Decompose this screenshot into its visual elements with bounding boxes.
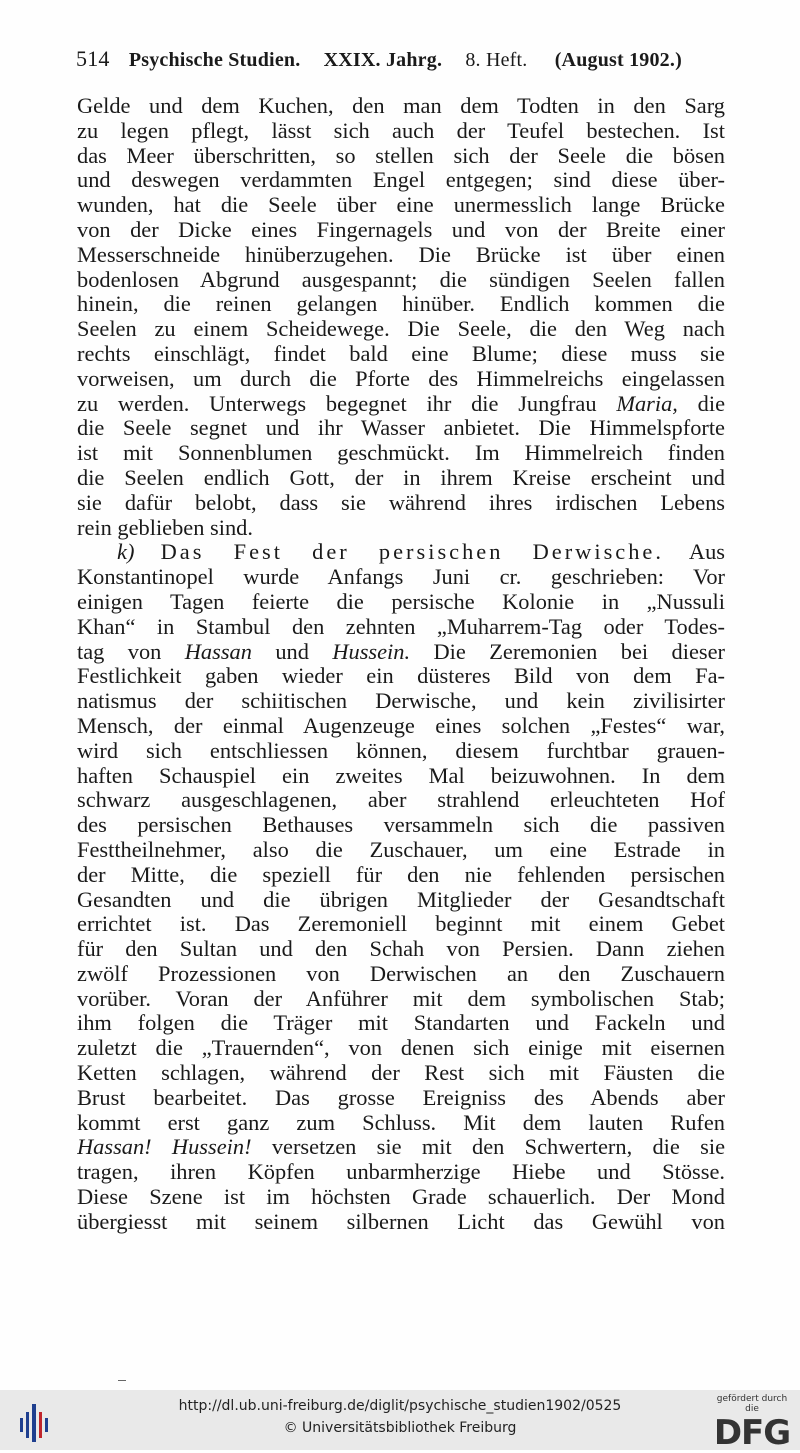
italic-name-hassan: Hassan [184,639,252,664]
text-fragment: zu werden. Unterwegs begegnet ihr die Jungfrau [77,391,617,416]
text-fragment: und [251,639,333,664]
section-label: k) [117,540,135,565]
text-fragment: tag von [77,639,185,664]
page-mark [118,1380,126,1381]
text-line: zuletzt die „Trauernden“, von denen sich einige mit eisernen [77,1036,725,1061]
text-line: der Mitte, die speziell für den nie fehlenden persischen [77,862,725,887]
text-line: Diese Szene ist im höchsten Grade schauerlich. Der Mond [77,1185,725,1210]
text-line: Festtheilnehmer, also die Zuschauer, um eine Estrade in [77,837,725,862]
italic-name-maria: Maria, [616,391,678,416]
text-line: tragen, ihren Köpfen unbarmherzige Hiebe und Stösse. [77,1160,725,1185]
text-line-hassan [77,640,725,665]
text-line: Gesandten und die übrigen Mitglieder der Gesandtschaft [77,887,725,912]
italic-exclamation: Hassan! Hussein! [77,1135,252,1160]
body-text [77,94,725,1235]
text-fragment: Die Zeremonien bei dieser [410,639,725,664]
text-line: sie dafür belobt, dass sie während ihres irdischen Lebens [77,490,725,515]
text-line: zwölf Prozessionen von Derwischen an den Zuschauern [77,961,725,986]
text-line: übergiesst mit seinem silbernen Licht das Gewühl von [77,1209,725,1234]
text-line: einigen Tagen feierte die persische Kolonie in „Nussuli [77,589,725,614]
text-fragment: versetzen sie mit den Schwertern, die sie [251,1135,725,1160]
section-heading-k [77,540,725,565]
text-line: und deswegen verdammten Engel entgegen; sind diese über- [77,168,725,193]
text-fragment: die [677,391,725,416]
issue-date: (August 1902.) [554,49,682,71]
text-line: des persischen Bethauses versammeln sich die passiven [77,813,725,838]
text-line: das Meer überschritten, so stellen sich der Seele die bösen [77,143,725,168]
text-line: Festlichkeit gaben wieder ein düsteres Bild von dem Fa- [77,664,725,689]
text-line: rechts einschlägt, findet bald eine Blume; diese muss sie [77,341,725,366]
journal-title: Psychische Studien. [128,49,301,71]
section-title: Das Fest der persischen Derwische. [160,540,664,565]
text-line: haften Schauspiel ein zweites Mal beizuwohnen. In dem [77,763,725,788]
text-line: rein geblieben sind. [77,515,253,540]
page-number: 514 [76,46,110,71]
text-fragment: Aus [663,540,725,565]
copyright-notice: © Universitätsbibliothek Freiburg [283,1420,517,1436]
text-line: ihm folgen die Träger mit Standarten und Fackeln und [77,1011,725,1036]
text-line: die Seele segnet und ihr Wasser anbietet. Die Himmelspforte [77,416,725,441]
text-line: kommt erst ganz zum Schluss. Mit dem lauten Rufen [77,1110,725,1135]
text-line: Mensch, der einmal Augenzeuge eines solchen „Festes“ war, [77,713,725,738]
text-line: wunden, hat die Seele über eine unermesslich lange Brücke [77,193,725,218]
text-line: errichtet ist. Das Zeremoniell beginnt mit einem Gebet [77,912,725,937]
dfg-logo-text: DFG [713,1413,791,1453]
text-line: Ketten schlagen, während der Rest sich mit Fäusten die [77,1061,725,1086]
text-line-maria [77,392,725,417]
text-line: hinein, die reinen gelangen hinüber. Endlich kommen die [77,292,725,317]
text-line: Messerschneide hinüberzugehen. Die Brücke ist über einen [77,242,725,267]
italic-name-hussein: Hussein. [332,639,411,664]
issue-label: 8. Heft. [465,49,528,71]
text-line: für den Sultan und den Schah von Persien. Dann ziehen [77,937,725,962]
text-line: bodenlosen Abgrund ausgespannt; die sündigen Seelen fallen [77,267,725,292]
text-line: Seelen zu einem Scheidewege. Die Seele, die den Weg nach [77,317,725,342]
text-line: Gelde und dem Kuchen, den man dem Todten in den Sarg [77,94,725,118]
text-line: natismus der schiitischen Derwische, und kein zivilisirter [77,689,725,714]
running-head [76,46,726,76]
dfg-logo[interactable] [712,1394,792,1453]
footer-bar [0,1390,800,1453]
text-line: wird sich entschliessen können, diesem furchtbar grauen- [77,738,725,763]
text-line: schwarz ausgeschlagenen, aber strahlend erleuchteten Hof [77,788,725,813]
text-line: zu legen pflegt, lässt sich auch der Teufel bestechen. Ist [77,118,725,143]
text-line: ist mit Sonnenblumen geschmückt. Im Himmelreich finden [77,441,725,466]
text-line: die Seelen endlich Gott, der in ihrem Kreise erscheint und [77,465,725,490]
text-line: Konstantinopel wurde Anfangs Juni cr. geschrieben: Vor [77,565,725,590]
text-line: Khan“ in Stambul den zehnten „Muharrem-Tag oder Todes- [77,614,725,639]
text-line: vorweisen, um durch die Pforte des Himmelreichs eingelassen [77,366,725,391]
text-line: vorüber. Voran der Anführer mit dem symbolischen Stab; [77,986,725,1011]
text-line: Brust bearbeitet. Das grosse Ereigniss des Abends aber [77,1085,725,1110]
text-line: von der Dicke eines Fingernagels und von der Breite einer [77,217,725,242]
funder-note: gefördert durch die [716,1394,788,1414]
volume-label: XXIX. Jahrg. [323,49,443,71]
permalink-url[interactable]: http://dl.ub.uni-freiburg.de/diglit/psychische_studien1902/0525 [178,1398,622,1414]
text-line-rufen [77,1135,725,1160]
